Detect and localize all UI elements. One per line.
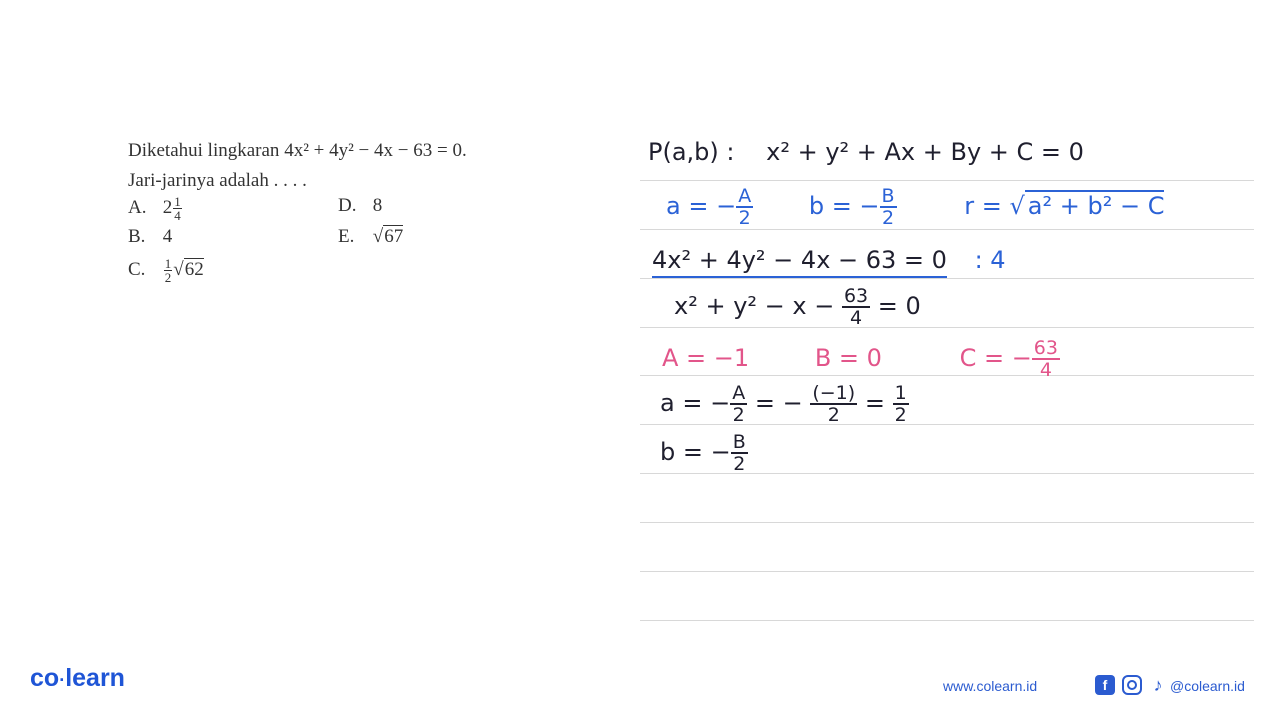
solution-line-2: a = − $\frac{A}{2}$ b = − $\frac{B}{2}$ r = √ a² + b² − C: [666, 185, 1165, 229]
website-link[interactable]: www.colearn.id: [943, 678, 1038, 694]
sqrt-icon: √: [372, 226, 384, 247]
option-a: A. 2 $\frac{1}{4}$: [128, 194, 181, 223]
solution-line-7: b = − $\frac{B}{2}$: [660, 431, 746, 475]
ruled-line: [640, 522, 1254, 523]
fraction: $\frac{(-1)}{2}$: [812, 382, 856, 426]
fraction: $\frac{B}{2}$: [881, 185, 895, 229]
fraction: $\frac{63}{4}$: [843, 285, 869, 329]
sqrt-icon: √: [1009, 192, 1025, 220]
tiktok-icon[interactable]: ♪: [1153, 674, 1163, 695]
ruled-line: [640, 229, 1254, 230]
option-c: C. $\frac{1}{2}$ √62: [128, 256, 204, 285]
social-handle[interactable]: @colearn.id: [1170, 678, 1245, 694]
fraction: $\frac{1}{4}$: [174, 194, 181, 223]
fraction: $\frac{1}{2}$: [164, 256, 172, 285]
fraction: $\frac{63}{4}$: [1033, 337, 1058, 381]
solution-line-3: 4x² + 4y² − 4x − 63 = 0 : 4: [652, 246, 1006, 274]
instagram-icon[interactable]: [1122, 675, 1142, 695]
question-line-2: Jari-jarinya adalah . . . .: [128, 170, 307, 191]
ruled-line: [640, 620, 1254, 621]
question-text: [128, 136, 467, 196]
fraction: $\frac{A}{2}$: [732, 382, 746, 426]
sqrt-icon: √: [173, 258, 184, 280]
question-line-1: Diketahui lingkaran 4x² + 4y² − 4x − 63 = 0.: [128, 140, 467, 161]
fraction: $\frac{B}{2}$: [732, 431, 746, 475]
fraction: $\frac{1}{2}$: [894, 382, 907, 426]
facebook-icon[interactable]: f: [1095, 675, 1115, 695]
fraction: $\frac{A}{2}$: [738, 185, 752, 229]
option-b: B. 4: [128, 226, 173, 247]
solution-line-1: P(a,b) : x² + y² + Ax + By + C = 0: [648, 138, 1084, 166]
solution-line-6: a = − $\frac{A}{2}$ = − $\frac{(-1)}{2}$ = $\frac{1}{2}$: [660, 382, 907, 426]
ruled-line: [640, 571, 1254, 572]
solution-line-5: A = −1 B = 0 C = − $\frac{63}{4}$: [662, 337, 1058, 381]
ruled-line: [640, 180, 1254, 181]
ruled-line: [640, 278, 1254, 279]
colearn-logo: co·learn: [30, 664, 125, 692]
option-e: E. √67: [338, 226, 404, 247]
instagram-lens: [1127, 680, 1137, 690]
option-d: D. 8: [338, 195, 383, 216]
solution-line-4: x² + y² − x − $\frac{63}{4}$ = 0: [674, 285, 921, 329]
